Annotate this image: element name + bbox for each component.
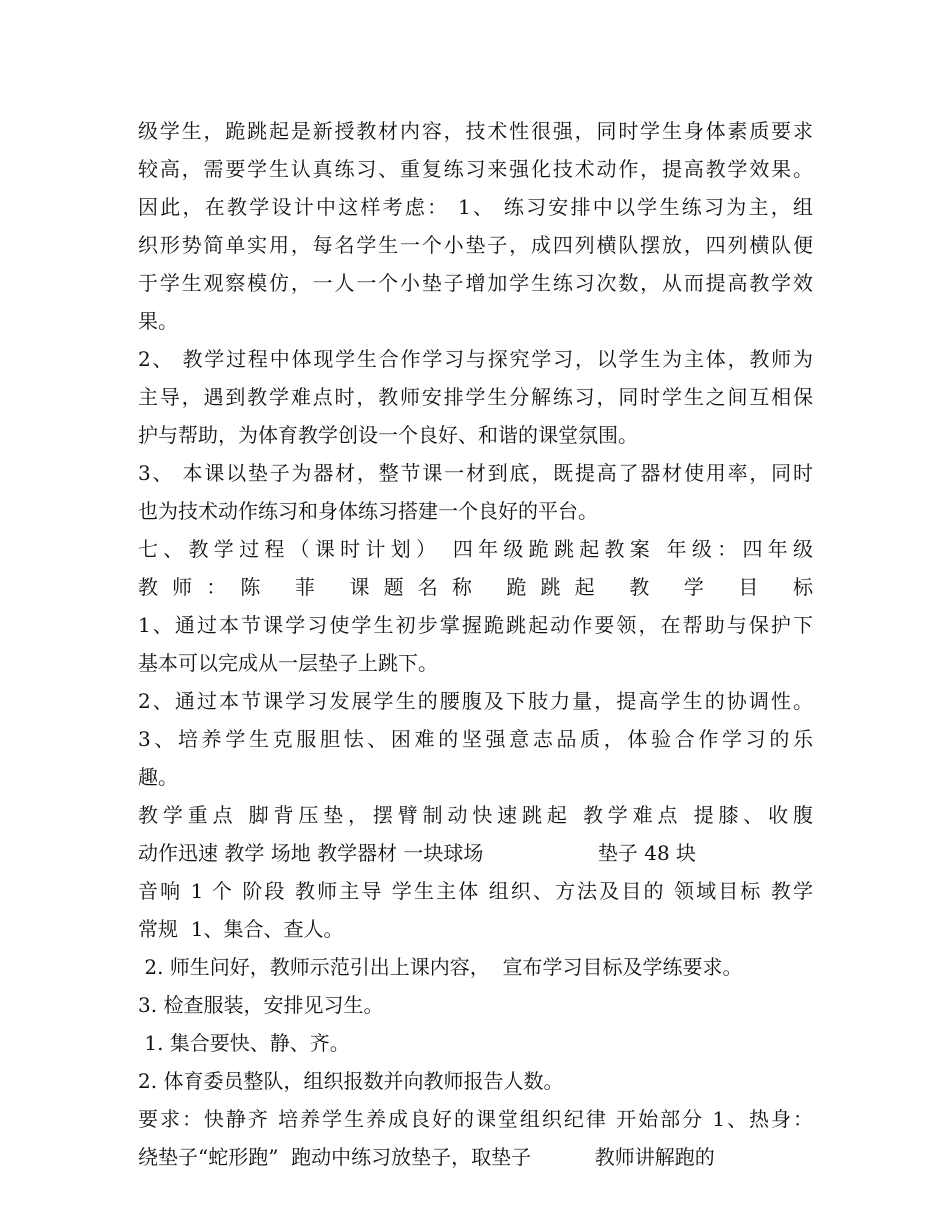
paragraph-line: 音响 1 个 阶段 教师主导 学生主体 组织、方法及目的 领域目标 教学 bbox=[138, 879, 813, 903]
paragraph-line: 要求：快静齐 培养学生养成良好的课堂组织纪律 开始部分 1、热身： bbox=[138, 1107, 813, 1131]
paragraph-line: 主导，遇到教学难点时，教师安排学生分解练习，同时学生之间互相保 bbox=[138, 385, 813, 409]
paragraph-line: 于学生观察模仿，一人一个小垫子增加学生练习次数，从而提高教学效 bbox=[138, 271, 813, 295]
paragraph-line: 1. 集合要快、静、齐。 bbox=[138, 1031, 350, 1055]
paragraph-line: 动作迅速 教学 场地 教学器材 一块球场 垫子 48 块 bbox=[138, 841, 697, 865]
paragraph-line: 也为技术动作练习和身体练习搭建一个良好的平台。 bbox=[138, 499, 598, 523]
paragraph-line: 2. 体育委员整队，组织报数并向教师报告人数。 bbox=[138, 1069, 564, 1093]
paragraph-line: 果。 bbox=[138, 309, 178, 333]
paragraph-line: 1、通过本节课学习使学生初步掌握跪跳起动作要领，在帮助与保护下 bbox=[138, 613, 813, 637]
paragraph-line: 3、培养学生克服胆怯、困难的坚强意志品质，体验合作学习的乐 bbox=[138, 727, 813, 751]
paragraph-line: 2. 师生问好，教师示范引出上课内容， 宣布学习目标及学练要求。 bbox=[138, 955, 743, 979]
paragraph-line: 织形势简单实用，每名学生一个小垫子，成四列横队摆放，四列横队便 bbox=[138, 233, 813, 257]
paragraph-line: 2、 教学过程中体现学生合作学习与探究学习，以学生为主体，教师为 bbox=[138, 347, 813, 371]
paragraph-line: 基本可以完成从一层垫子上跳下。 bbox=[138, 651, 438, 675]
paragraph-line: 绕垫子“蛇形跑” 跑动中练习放垫子，取垫子 教师讲解跑的 bbox=[138, 1145, 715, 1169]
paragraph-line: 教师：陈 菲 课题名称 跪跳起 教 学 目 标 bbox=[138, 575, 813, 599]
paragraph-line: 因此，在教学设计中这样考虑： 1、 练习安排中以学生练习为主，组 bbox=[138, 195, 813, 219]
paragraph-line: 2、通过本节课学习发展学生的腰腹及下肢力量，提高学生的协调性。 bbox=[138, 689, 813, 713]
paragraph-line: 3. 检查服装，安排见习生。 bbox=[138, 993, 384, 1017]
paragraph-line: 3、 本课以垫子为器材，整节课一材到底，既提高了器材使用率，同时 bbox=[138, 461, 813, 485]
paragraph-line: 趣。 bbox=[138, 765, 178, 789]
paragraph-line: 常规 1、集合、查人。 bbox=[138, 917, 344, 941]
paragraph-line: 教学重点 脚背压垫，摆臂制动快速跳起 教学难点 提膝、收腹 bbox=[138, 803, 813, 827]
paragraph-line: 护与帮助，为体育教学创设一个良好、和谐的课堂氛围。 bbox=[138, 423, 638, 447]
paragraph-line: 较高，需要学生认真练习、重复练习来强化技术动作，提高教学效果。 bbox=[138, 157, 813, 181]
paragraph-line: 级学生，跪跳起是新授教材内容，技术性很强，同时学生身体素质要求 bbox=[138, 119, 813, 143]
section-heading-line: 七、教学过程（课时计划） 四年级跪跳起教案 年级：四年级 bbox=[138, 537, 813, 561]
